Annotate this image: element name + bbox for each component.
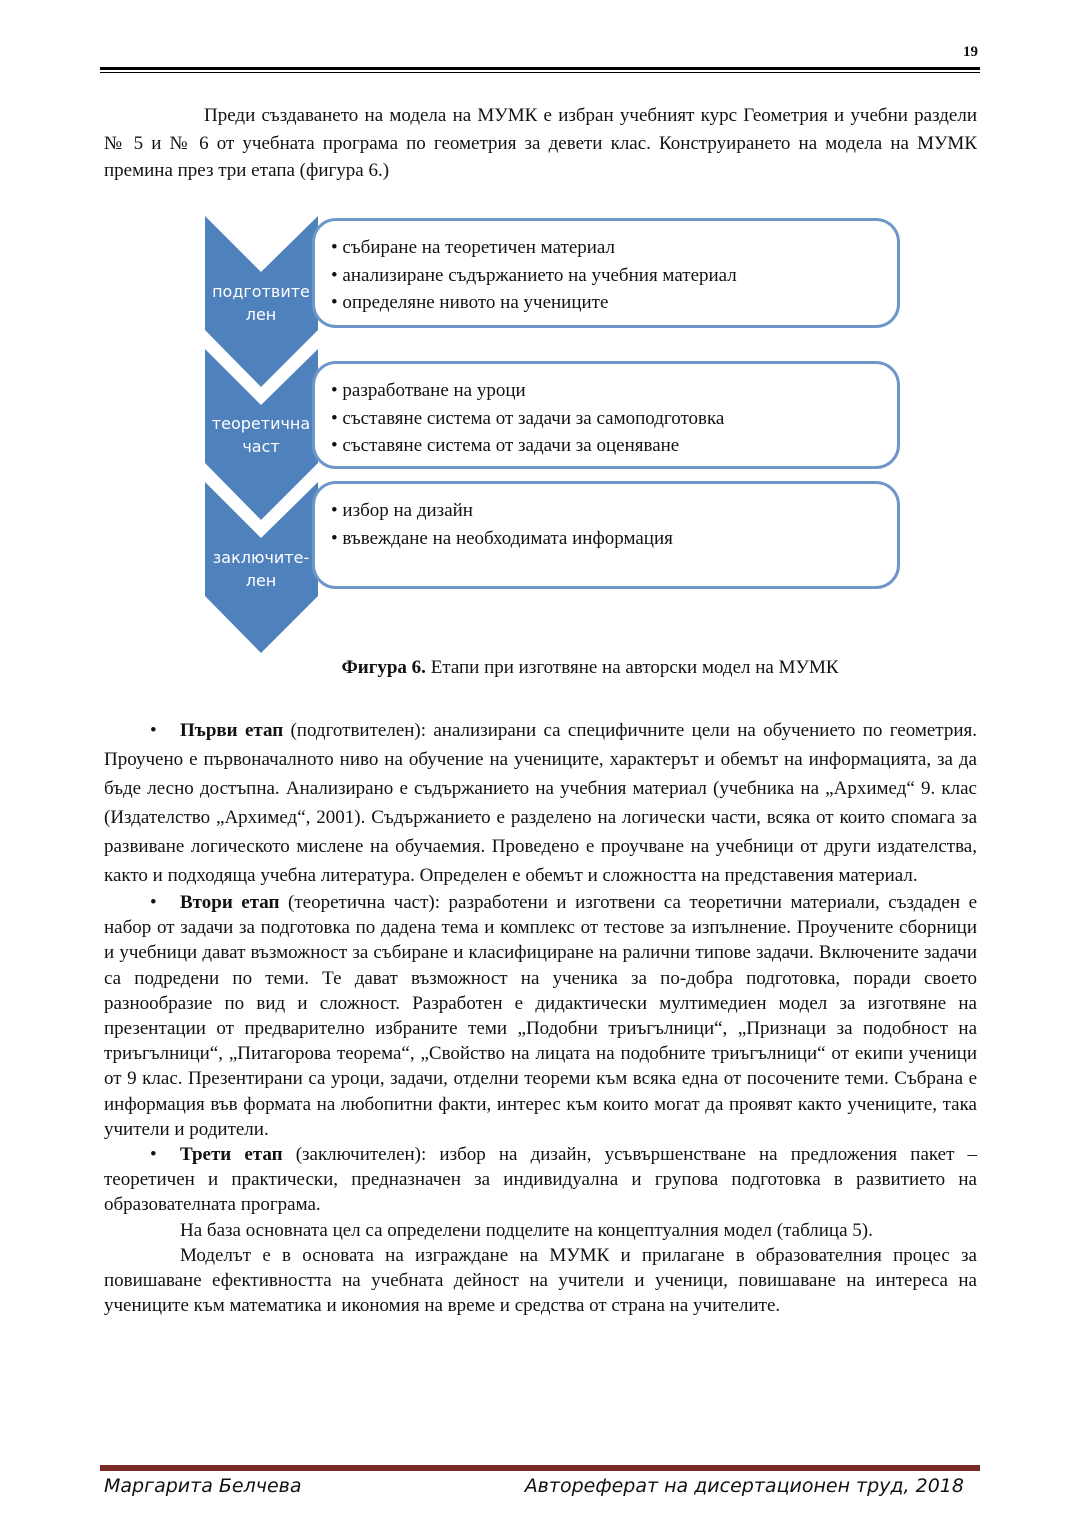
stage-2-item: • съставяне система от задачи за оценяване <box>331 432 897 460</box>
bullet-icon: • <box>150 892 157 913</box>
stage-3-item: • въвеждане на необходимата информация <box>331 525 897 553</box>
bullet-icon: • <box>150 1144 157 1166</box>
chevron-label-1-line2: лен <box>245 305 277 324</box>
stage-2-list <box>331 377 897 460</box>
stage-1-title: Първи етап <box>180 720 284 741</box>
stage-1-item: • определяне нивото на учениците <box>331 289 897 317</box>
page-number: 19 <box>963 44 978 60</box>
footer-author: Маргарита Белчева <box>104 1475 302 1497</box>
stage-2-paragraph <box>104 890 977 1142</box>
stage-1-paragraph <box>104 716 977 890</box>
stage-2-title: Втори етап <box>180 892 280 913</box>
stage-2-text: (теоретична част): разработени и изготвени са теоретични материали, създаден е набор от задачи за подготовка по дадена тема и комплекс от тестове за изпълнение. Проучените сборници и учебници дават възможност за събиране и класифициране на ралични типове задачи. Включените задачи са подредени по теми. Те дават възможност на ученика за по-добра подготовка, поради своето разнообразие по вид и сложност. Разработен е дидактически мултимедиен модел за изготвяне на презентации от предварително избраните теми „Подобни триъгълници“, „Признаци за подобност на триъгълници“, „Питагорова теорема“, „Свойство на лицата на подобните триъгълници“ от екипи ученици от 9 клас. Презентирани са уроци, задачи, отделни теореми към всяка една от посочените теми. Събрана е информация във формата на любопитни факти, интерес към които могат да проявят както учениците, така учители и родители. <box>104 892 978 1140</box>
stage-3-text: (заключителен): избор на дизайн, усъвършенстване на предложения пакет – теоретичен и практически, предназначен за индивидуална и групова подготовка в развитието на образователната програма. <box>104 1144 977 1216</box>
chevron-label-1 <box>205 280 317 326</box>
footer-rule <box>100 1465 980 1471</box>
stage-box-2 <box>312 361 900 469</box>
figure-caption-text: Етапи при изготвяне на авторски модел на МУМК <box>425 657 839 678</box>
main-text <box>104 716 977 1318</box>
stage-box-3 <box>312 481 900 589</box>
stage-box-1 <box>312 218 900 328</box>
chevron-label-2 <box>205 412 317 458</box>
footer-title: Автореферат на дисертационен труд, 2018 <box>524 1475 964 1497</box>
stage-2-item: • съставяне система от задачи за самоподготовка <box>331 405 897 433</box>
chevron-label-3 <box>205 546 317 592</box>
stage-3-title: Трети етап <box>180 1144 283 1166</box>
chevron-label-3-line1: заключите- <box>212 548 310 567</box>
intro-paragraph: Преди създаването на модела на МУМК е избран учебният курс Геометрия и учебни раздели № 5 и № 6 от учебната програма по геометрия за девети клас. Конструирането на модела на МУМК премина през три етапа (фигура 6.) <box>104 105 977 181</box>
stage-3-paragraph <box>104 1142 977 1218</box>
figure-caption-label: Фигура 6. <box>341 657 426 678</box>
stage-1-item: • анализиране съдържанието на учебния материал <box>331 262 897 290</box>
chevron-label-1-line1: подготвите <box>212 282 310 301</box>
bullet-icon: • <box>150 720 157 741</box>
stage-3-item: • избор на дизайн <box>331 497 897 525</box>
chevron-label-3-line2: лен <box>245 571 277 590</box>
chevron-label-2-line1: теоретична <box>211 414 311 433</box>
paragraph-4: На база основната цел са определени подцелите на концептуалния модел (таблица 5). <box>180 1219 873 1241</box>
stage-2-item: • разработване на уроци <box>331 377 897 405</box>
stages-diagram <box>0 0 1080 660</box>
stage-1-text: (подготвителен): анализирани са специфичните цели на обучението по геометрия. Проучено е първоначалното ниво на обучение на учениците, характерът и обемът на информацията, за да бъде лесно достъпна. Анализирано е съдържанието на учебния материал (учебника на „Архимед“ 9. клас (Издателство „Архимед“, 2001). Съдържанието е разделено на логически части, всяка от които спомага за развиване логическото мислене на обучаемия. Проведено е проучване на учебници от други издателства, както и подходяща учебна литература. Определен е обемът и сложността на представения материал. <box>104 720 977 886</box>
paragraph-5: Моделът е в основата на изграждане на МУМК и прилагане в образователния процес за повишаване ефективността на учебната дейност на учители и ученици, повишаване на интереса на учениците към математика и икономия на време и средства от страна на учителите. <box>104 1244 977 1317</box>
chevron-label-2-line2: част <box>242 437 280 456</box>
stage-1-item: • събиране на теоретичен материал <box>331 234 897 262</box>
figure-caption <box>0 657 1080 679</box>
stage-1-list <box>331 234 897 317</box>
stage-3-list <box>331 497 897 552</box>
